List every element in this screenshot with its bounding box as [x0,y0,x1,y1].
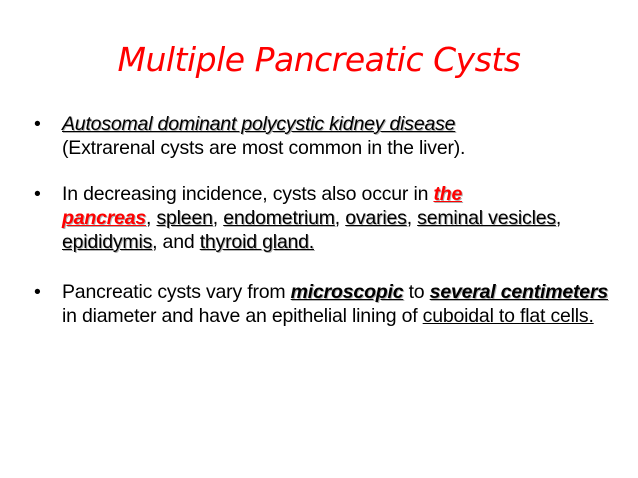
adpkd-term: Autosomal dominant polycystic kidney disease [62,113,456,135]
organ-ovaries: ovaries [345,207,407,229]
size-cells: cuboidal to flat cells. [422,305,594,327]
incidence-lead: In decreasing incidence, cysts also occur in [62,183,434,205]
organ-thyroid: thyroid gland. [199,231,314,253]
sep-3: , [334,207,346,229]
bullet-item-size [34,280,624,328]
organ-pancreas: pancreas [62,207,147,229]
organ-spleen: spleen [156,207,213,229]
organ-epididymis: epididymis [62,231,153,253]
sep-1: , [146,207,157,229]
bullet-dot-icon: • [34,183,41,205]
size-several-centimeters: several centimeters [429,281,608,303]
size-lead: Pancreatic cysts vary from [62,281,291,303]
bullet-list [34,112,624,350]
organ-endometrium: endometrium [223,207,335,229]
bullet-item-adpkd [34,112,624,160]
sep-2: , [212,207,224,229]
sep-4: , [406,207,418,229]
size-mid: in diameter and have an epithelial lining of [62,305,423,327]
bullet-item-incidence [34,182,624,254]
organ-seminal-vesicles: seminal vesicles [417,207,556,229]
organ-the: the [433,183,463,205]
bullet-dot-icon: • [34,281,41,303]
sep-6: , and [152,231,200,253]
adpkd-note: (Extrarenal cysts are most common in the liver). [62,137,466,159]
sep-5: , [555,207,562,229]
slide-title: Multiple Pancreatic Cysts [117,40,521,79]
size-to: to [403,281,430,303]
bullet-dot-icon: • [34,113,41,135]
size-microscopic: microscopic [290,281,404,303]
